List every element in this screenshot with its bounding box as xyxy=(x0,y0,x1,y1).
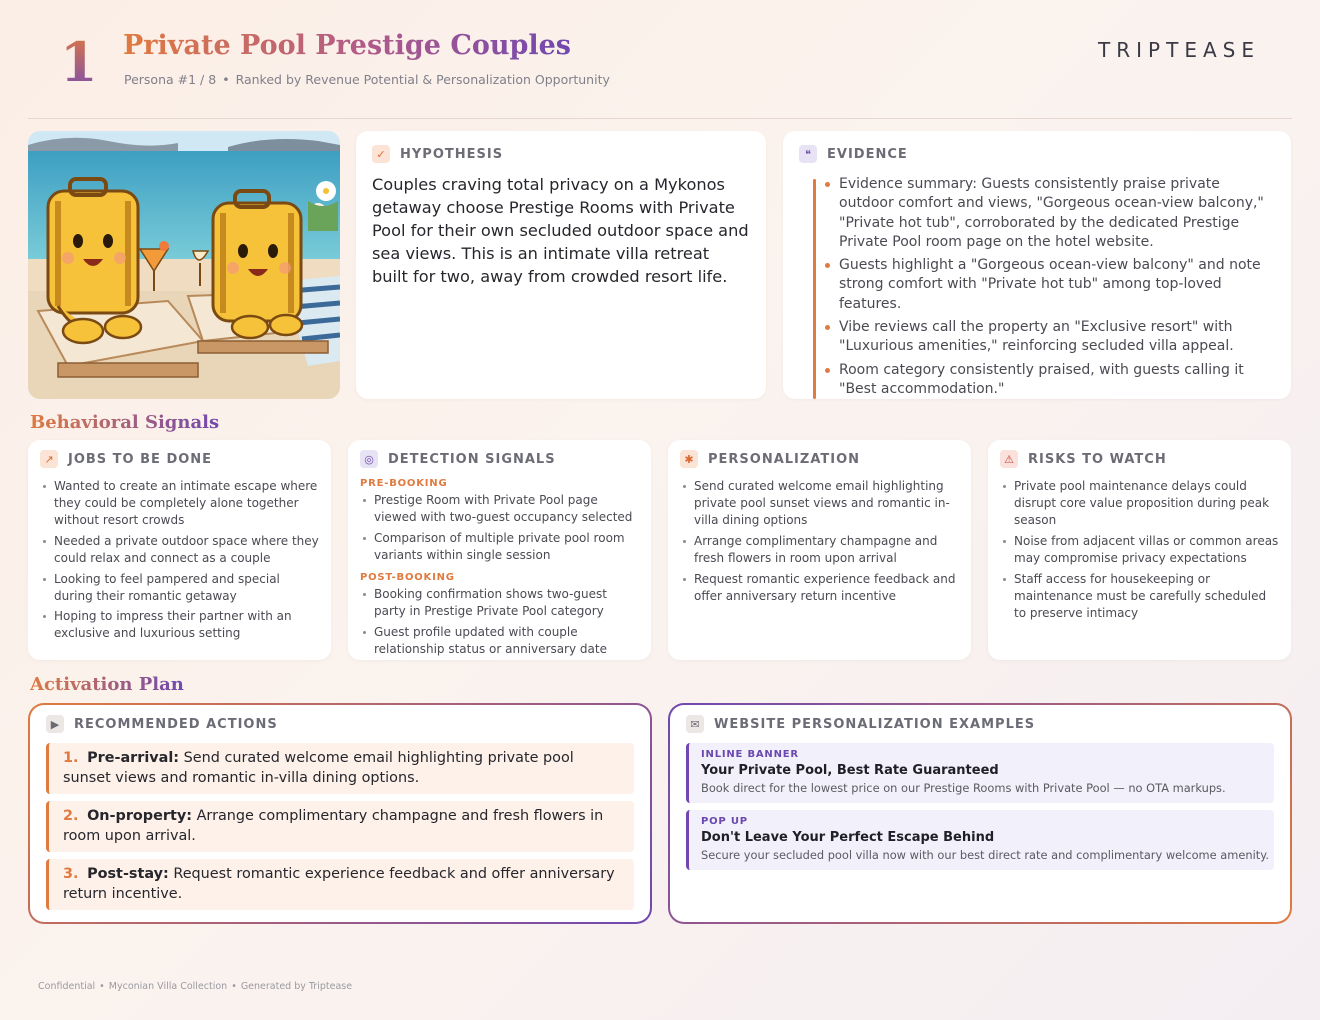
page-title: Private Pool Prestige Couples xyxy=(123,30,572,61)
list-item: Comparison of multiple private pool room variants within single session xyxy=(360,530,639,564)
evidence-card xyxy=(783,131,1291,399)
action-text: Send curated welcome email highlighting private pool sunset views and romantic in-villa dining options. xyxy=(63,750,574,786)
detection-header xyxy=(360,450,639,468)
action-item xyxy=(46,743,634,794)
evidence-body xyxy=(799,175,1275,399)
detection-signals-card xyxy=(348,440,651,660)
jobs-label: JOBS TO BE DONE xyxy=(68,451,213,467)
examples-label: WEBSITE PERSONALIZATION EXAMPLES xyxy=(714,716,1036,732)
evidence-list xyxy=(823,175,1275,399)
example-headline: Your Private Pool, Best Rate Guaranteed xyxy=(701,763,999,778)
action-number: 1. xyxy=(63,750,79,766)
action-item xyxy=(46,859,634,910)
jobs-list xyxy=(40,478,319,642)
separator-dot: • xyxy=(99,981,105,992)
evidence-item: Guests highlight a "Gorgeous ocean-view balcony" and note strong comfort with "Private hot tub" among top-loved features. xyxy=(823,256,1275,314)
hypothesis-header xyxy=(372,145,750,163)
action-phase: Pre-arrival: xyxy=(87,750,180,766)
hypothesis-text: Couples craving total privacy on a Mykonos getaway choose Prestige Rooms with Private Pool for their own secluded outdoor space and sea views. This is an intimate villa retreat built for two, away from crowded resort life. xyxy=(372,175,749,286)
examples-header xyxy=(686,715,1274,733)
list-item: Send curated welcome email highlighting private pool sunset views and romantic in-villa dining options xyxy=(680,478,959,529)
ranking-text: Ranked by Revenue Potential & Personalization Opportunity xyxy=(235,72,610,87)
persona-illustration xyxy=(28,131,340,399)
example-pop-up xyxy=(686,810,1274,870)
recommended-actions-card xyxy=(28,703,652,924)
footer-generated: Generated by Triptease xyxy=(240,981,353,992)
separator-dot: • xyxy=(231,981,237,992)
example-body: Book direct for the lowest price on our Prestige Rooms with Private Pool — no OTA markups. xyxy=(701,781,1226,795)
hypothesis-card xyxy=(356,131,766,399)
action-text: Request romantic experience feedback and offer anniversary return incentive. xyxy=(63,866,615,902)
envelope-icon: ✉ xyxy=(686,715,704,733)
personalization-header xyxy=(680,450,959,468)
post-booking-label: POST-BOOKING xyxy=(360,571,455,583)
persona-index: Persona #1 / 8 xyxy=(124,72,217,87)
header-divider xyxy=(28,118,1292,119)
example-type: POP UP xyxy=(701,816,748,827)
personalization-list xyxy=(680,478,959,605)
jobs-header xyxy=(40,450,319,468)
evidence-header xyxy=(799,145,1275,163)
example-type: INLINE BANNER xyxy=(701,749,799,760)
example-body: Secure your secluded pool villa now with our best direct rate and complimentary welcome amenity. xyxy=(701,848,1269,862)
behavioral-signals-title: Behavioral Signals xyxy=(30,412,220,433)
suitcases-at-pool-illustration xyxy=(28,131,340,399)
evidence-item: Room category consistently praised, with guests calling it "Best accommodation." xyxy=(823,361,1275,400)
check-icon: ✓ xyxy=(372,145,390,163)
personalization-label: PERSONALIZATION xyxy=(708,451,861,467)
list-item: Needed a private outdoor space where they could relax and connect as a couple xyxy=(40,533,319,567)
example-inline-banner xyxy=(686,743,1274,803)
evidence-item: Evidence summary: Guests consistently praise private outdoor comfort and views, "Gorgeous ocean-view balcony," "Private hot tub", corroborated by the dedicated Prestige Private Pool room page on the hotel website. xyxy=(823,175,1275,252)
jobs-to-be-done-card xyxy=(28,440,331,660)
evidence-item: Vibe reviews call the property an "Exclusive resort" with "Luxurious amenities," reinforcing secluded villa appeal. xyxy=(823,318,1275,357)
sparkle-icon: ✱ xyxy=(680,450,698,468)
list-item: Booking confirmation shows two-guest party in Prestige Private Pool category xyxy=(360,586,639,620)
post-booking-list xyxy=(360,586,639,658)
action-text: Arrange complimentary champagne and fresh flowers in room upon arrival. xyxy=(63,808,604,844)
list-item: Noise from adjacent villas or common areas may compromise privacy expectations xyxy=(1000,533,1279,567)
list-item: Hoping to impress their partner with an exclusive and luxurious setting xyxy=(40,608,319,642)
example-headline: Don't Leave Your Perfect Escape Behind xyxy=(701,830,995,845)
page-subtitle xyxy=(124,72,610,87)
action-phase: On-property: xyxy=(87,808,192,824)
detection-label: DETECTION SIGNALS xyxy=(388,451,556,467)
action-number: 2. xyxy=(63,808,79,824)
quote-icon: ❝ xyxy=(799,145,817,163)
target-icon: ◎ xyxy=(360,450,378,468)
website-examples-inner xyxy=(670,705,1290,922)
action-item xyxy=(46,801,634,852)
page-header xyxy=(0,0,1320,120)
list-item: Staff access for housekeeping or maintenance must be carefully scheduled to preserve intimacy xyxy=(1000,571,1279,622)
risks-list xyxy=(1000,478,1279,622)
action-number: 3. xyxy=(63,866,79,882)
separator-dot: • xyxy=(222,72,230,87)
activation-plan-title: Activation Plan xyxy=(30,674,184,695)
brand-logo: TRIPTEASE xyxy=(1098,38,1260,62)
footer-confidential: Confidential xyxy=(38,981,96,992)
hypothesis-label: HYPOTHESIS xyxy=(400,146,504,162)
footer-property: Myconian Villa Collection xyxy=(108,981,228,992)
risks-header xyxy=(1000,450,1279,468)
list-item: Guest profile updated with couple relationship status or anniversary date xyxy=(360,624,639,658)
list-item: Request romantic experience feedback and offer anniversary return incentive xyxy=(680,571,959,605)
evidence-accent-bar xyxy=(813,179,816,399)
actions-label: RECOMMENDED ACTIONS xyxy=(74,716,278,732)
list-item: Arrange complimentary champagne and fresh flowers in room upon arrival xyxy=(680,533,959,567)
pre-booking-label: PRE-BOOKING xyxy=(360,478,448,489)
persona-number: 1 xyxy=(60,30,98,94)
page-footer xyxy=(38,981,352,992)
actions-header xyxy=(46,715,634,733)
list-item: Looking to feel pampered and special during their romantic getaway xyxy=(40,571,319,605)
list-item: Private pool maintenance delays could disrupt core value proposition during peak season xyxy=(1000,478,1279,529)
list-item: Wanted to create an intimate escape where they could be completely alone together without resort crowds xyxy=(40,478,319,529)
evidence-label: EVIDENCE xyxy=(827,146,908,162)
recommended-actions-inner xyxy=(30,705,650,922)
risks-card xyxy=(988,440,1291,660)
personalization-card xyxy=(668,440,971,660)
website-examples-card xyxy=(668,703,1292,924)
arrow-up-right-icon: ↗ xyxy=(40,450,58,468)
action-phase: Post-stay: xyxy=(87,866,169,882)
warning-icon: ⚠ xyxy=(1000,450,1018,468)
pre-booking-list xyxy=(360,492,639,564)
play-icon: ▶ xyxy=(46,715,64,733)
list-item: Prestige Room with Private Pool page viewed with two-guest occupancy selected xyxy=(360,492,639,526)
risks-label: RISKS TO WATCH xyxy=(1028,451,1167,467)
